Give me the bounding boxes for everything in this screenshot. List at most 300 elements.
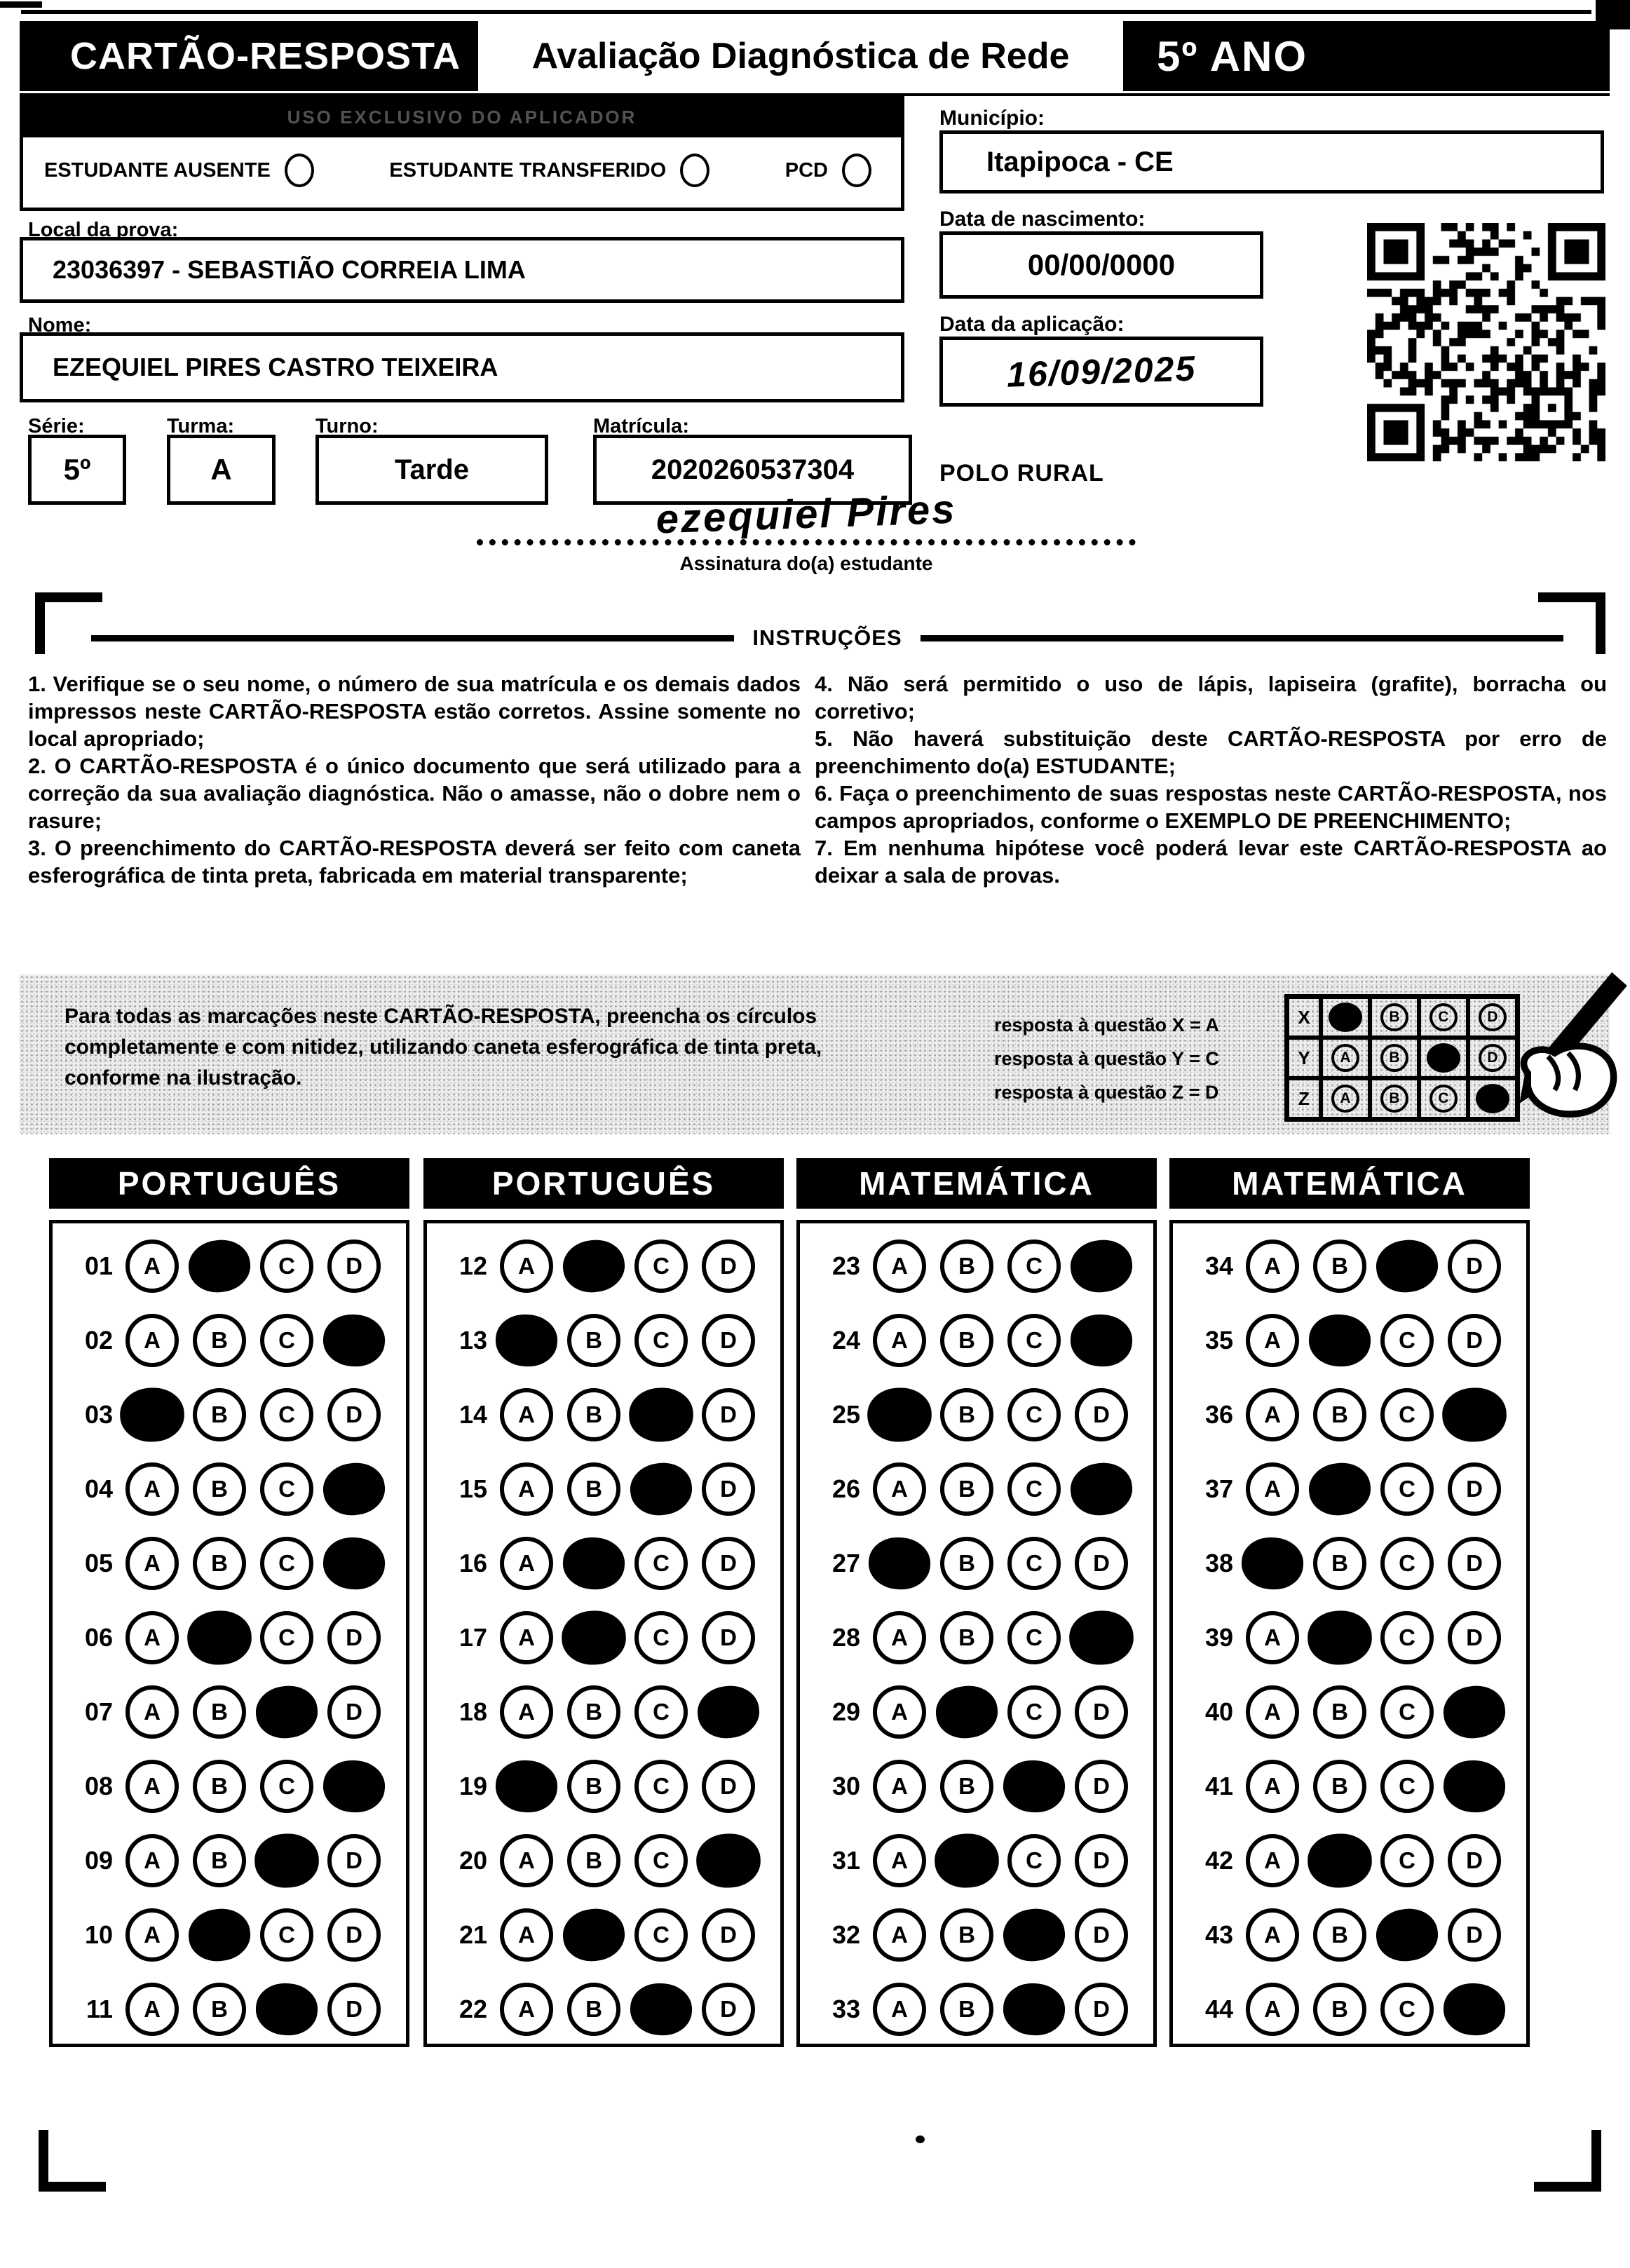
question-number: 09 bbox=[84, 1846, 113, 1875]
status-checkbox-label: ESTUDANTE TRANSFERIDO bbox=[389, 158, 667, 182]
answer-slot bbox=[320, 1315, 388, 1366]
answer-slot bbox=[118, 1834, 186, 1887]
answer-slot bbox=[627, 1834, 695, 1887]
answer-slot bbox=[186, 1537, 253, 1590]
example-bubble: B bbox=[1380, 1085, 1408, 1113]
question-row bbox=[800, 1824, 1153, 1898]
applicator-box bbox=[20, 93, 904, 211]
question-row bbox=[1173, 1303, 1526, 1378]
answer-bubble: D bbox=[702, 1611, 755, 1664]
instructions-title-row bbox=[42, 625, 1591, 651]
example-bubble: D bbox=[1479, 1003, 1507, 1031]
answer-slot bbox=[493, 1685, 560, 1739]
qr-code-icon bbox=[1367, 223, 1605, 461]
question-row bbox=[53, 1526, 406, 1601]
answer-slot bbox=[866, 1462, 933, 1516]
answer-bubble: A bbox=[1246, 1388, 1299, 1441]
answer-bubble: C bbox=[1380, 1760, 1434, 1813]
answer-bubble: B bbox=[567, 1983, 620, 2036]
answer-bubble: D bbox=[1075, 1834, 1128, 1887]
answer-bubble: C bbox=[1007, 1240, 1061, 1293]
answer-bubble: C bbox=[1007, 1537, 1061, 1590]
answer-bubble-filled bbox=[560, 1237, 627, 1296]
answer-bubble-filled bbox=[119, 1387, 185, 1443]
answer-bubble: D bbox=[1448, 1314, 1501, 1367]
answer-bubble-filled bbox=[561, 1610, 627, 1666]
answer-column bbox=[49, 1220, 409, 2047]
answer-slot bbox=[253, 1537, 320, 1590]
answer-slot bbox=[1441, 1537, 1508, 1590]
question-number: 28 bbox=[831, 1623, 860, 1652]
question-number: 41 bbox=[1204, 1772, 1233, 1800]
answer-bubble: B bbox=[940, 1240, 993, 1293]
answer-bubble: A bbox=[125, 1983, 179, 2036]
answer-slot bbox=[560, 1462, 627, 1516]
divider bbox=[921, 635, 1563, 641]
answer-bubble-filled bbox=[560, 1906, 627, 1964]
answer-bubble: D bbox=[702, 1462, 755, 1516]
answer-bubble: B bbox=[193, 1760, 246, 1813]
answer-bubble: B bbox=[567, 1760, 620, 1813]
answer-slot bbox=[866, 1760, 933, 1813]
aplicacao-handwritten-value: 16/09/2025 bbox=[1005, 348, 1197, 395]
answer-slot bbox=[560, 1760, 627, 1813]
question-number: 02 bbox=[84, 1326, 113, 1354]
answer-slot bbox=[1306, 1685, 1373, 1739]
answer-slot bbox=[253, 1388, 320, 1441]
answer-slot bbox=[186, 1388, 253, 1441]
grade-label: 5º ANO bbox=[1157, 32, 1308, 80]
answer-bubble: D bbox=[327, 1611, 381, 1664]
answer-bubble-filled bbox=[1000, 1906, 1068, 1964]
answer-bubble-filled bbox=[695, 1683, 762, 1741]
answer-slot bbox=[320, 1611, 388, 1664]
answer-bubble: D bbox=[1075, 1685, 1128, 1739]
answer-bubble-filled bbox=[494, 1758, 559, 1814]
answer-slot bbox=[1306, 1760, 1373, 1813]
answer-slot bbox=[320, 1537, 388, 1589]
question-number: 36 bbox=[1204, 1400, 1233, 1429]
example-text: Para todas as marcações neste CARTÃO-RESPOSTA, preencha os círculos completamente e com nitidez, utilizando caneta esferográfica de tinta preta, conforme na ilustração. bbox=[64, 1005, 822, 1089]
matricula-label: Matrícula: bbox=[593, 415, 689, 437]
answer-slot bbox=[253, 1908, 320, 1962]
question-number: 08 bbox=[84, 1772, 113, 1800]
status-checkbox-circle bbox=[842, 154, 871, 187]
answer-bubble: A bbox=[1246, 1908, 1299, 1962]
answer-column bbox=[1169, 1220, 1530, 2047]
question-number: 38 bbox=[1204, 1549, 1233, 1577]
question-number: 43 bbox=[1204, 1920, 1233, 1949]
answer-slot bbox=[493, 1240, 560, 1293]
answer-slot bbox=[1306, 1983, 1373, 2036]
answer-bubble: A bbox=[873, 1314, 926, 1367]
checkbox-row bbox=[23, 137, 901, 203]
answer-slot bbox=[1239, 1537, 1306, 1589]
answer-slot bbox=[933, 1983, 1000, 2036]
answer-slot bbox=[933, 1760, 1000, 1813]
answer-bubble-filled bbox=[1068, 1460, 1135, 1519]
exclusive-use-bar bbox=[23, 97, 901, 137]
answer-bubble: B bbox=[193, 1314, 246, 1367]
answer-slot bbox=[1000, 1462, 1068, 1516]
question-number: 26 bbox=[831, 1474, 860, 1503]
answer-slot bbox=[1441, 1462, 1508, 1516]
question-number: 37 bbox=[1204, 1474, 1233, 1503]
answer-slot bbox=[1068, 1463, 1135, 1515]
answer-slot bbox=[118, 1611, 186, 1664]
instruction-item: 6. Faça o preenchimento de suas respostas neste CARTÃO-RESPOSTA, nos campos apropriados, conforme o EXEMPLO DE PREENCHIMENTO; bbox=[815, 781, 1607, 833]
answer-slot bbox=[1239, 1983, 1306, 2036]
answer-slot bbox=[186, 1240, 253, 1292]
answer-slot bbox=[1373, 1537, 1441, 1590]
answer-bubble: D bbox=[702, 1760, 755, 1813]
answer-slot bbox=[933, 1908, 1000, 1962]
answer-slot bbox=[1068, 1685, 1135, 1739]
answer-bubble: D bbox=[702, 1240, 755, 1293]
answer-bubble-filled bbox=[1002, 1758, 1067, 1814]
answer-bubble: C bbox=[1380, 1834, 1434, 1887]
serie-value: 5º bbox=[63, 453, 91, 486]
answer-slot bbox=[1000, 1834, 1068, 1887]
question-row bbox=[53, 1898, 406, 1972]
answer-bubble-filled bbox=[253, 1683, 320, 1741]
example-bubble: D bbox=[1479, 1044, 1507, 1072]
answer-slot bbox=[320, 1908, 388, 1962]
example-grid-cell bbox=[1321, 997, 1370, 1038]
answer-bubble: A bbox=[873, 1760, 926, 1813]
question-row bbox=[53, 1303, 406, 1378]
answer-bubble: D bbox=[1448, 1908, 1501, 1962]
answer-bubble: A bbox=[500, 1240, 553, 1293]
question-number: 10 bbox=[84, 1920, 113, 1949]
polo-label: POLO RURAL bbox=[939, 460, 1104, 487]
answer-slot bbox=[1239, 1462, 1306, 1516]
answer-bubble: A bbox=[125, 1760, 179, 1813]
question-number: 20 bbox=[459, 1846, 487, 1875]
answer-bubble: B bbox=[940, 1462, 993, 1516]
answer-bubble: C bbox=[260, 1388, 313, 1441]
question-row bbox=[53, 1972, 406, 2046]
instructions-title: INSTRUÇÕES bbox=[752, 625, 902, 650]
question-number: 16 bbox=[459, 1549, 487, 1577]
answer-slot bbox=[933, 1240, 1000, 1293]
answer-slot bbox=[253, 1314, 320, 1367]
question-row bbox=[53, 1749, 406, 1824]
question-row bbox=[53, 1824, 406, 1898]
answer-bubble: A bbox=[1246, 1462, 1299, 1516]
answer-bubble: A bbox=[500, 1685, 553, 1739]
answer-slot bbox=[695, 1537, 762, 1590]
status-checkbox-item bbox=[785, 154, 871, 187]
question-row bbox=[427, 1675, 780, 1749]
answer-slot bbox=[1306, 1908, 1373, 1962]
answer-slot bbox=[1000, 1685, 1068, 1739]
answer-slot bbox=[560, 1685, 627, 1739]
answer-slot bbox=[253, 1240, 320, 1293]
answer-slot bbox=[320, 1834, 388, 1887]
answer-bubble: D bbox=[1448, 1834, 1501, 1887]
question-number: 24 bbox=[831, 1326, 860, 1354]
aplicacao-label: Data da aplicação: bbox=[939, 313, 1125, 336]
answer-slot bbox=[933, 1388, 1000, 1441]
answer-bubble: D bbox=[1075, 1388, 1128, 1441]
answer-slot bbox=[560, 1314, 627, 1367]
answer-bubble: A bbox=[125, 1834, 179, 1887]
question-number: 12 bbox=[459, 1251, 487, 1280]
question-number: 04 bbox=[84, 1474, 113, 1503]
example-grid-cell bbox=[1370, 1078, 1419, 1119]
example-bubble: B bbox=[1380, 1044, 1408, 1072]
answer-bubble: D bbox=[1075, 1760, 1128, 1813]
example-bubble: B bbox=[1380, 1003, 1408, 1031]
question-row bbox=[800, 1303, 1153, 1378]
answer-slot bbox=[1068, 1760, 1135, 1813]
question-row bbox=[1173, 1452, 1526, 1526]
answer-slot bbox=[1441, 1389, 1508, 1441]
answer-slot bbox=[933, 1835, 1000, 1887]
status-checkbox-circle bbox=[285, 154, 314, 187]
corner-mark bbox=[39, 2130, 106, 2192]
example-row-letter: X bbox=[1298, 1006, 1310, 1028]
answer-slot bbox=[186, 1685, 253, 1739]
question-row bbox=[427, 1824, 780, 1898]
answer-bubble-filled bbox=[322, 1758, 387, 1814]
answer-bubble-filled bbox=[1307, 1610, 1373, 1666]
question-row bbox=[53, 1675, 406, 1749]
turma-label: Turma: bbox=[167, 415, 235, 437]
question-row bbox=[800, 1229, 1153, 1303]
question-row bbox=[1173, 1229, 1526, 1303]
answer-slot bbox=[493, 1315, 560, 1366]
answer-slot bbox=[493, 1537, 560, 1590]
example-grid-cell bbox=[1419, 1038, 1468, 1078]
question-row bbox=[800, 1898, 1153, 1972]
answer-bubble: D bbox=[1448, 1240, 1501, 1293]
answer-slot bbox=[186, 1760, 253, 1813]
answer-slot bbox=[118, 1983, 186, 2036]
answer-bubble: A bbox=[500, 1908, 553, 1962]
answer-bubble: A bbox=[1246, 1611, 1299, 1664]
answer-slot bbox=[320, 1983, 388, 2036]
answer-slot bbox=[695, 1388, 762, 1441]
example-bubble: A bbox=[1331, 1085, 1359, 1113]
question-number: 23 bbox=[831, 1251, 860, 1280]
answer-slot bbox=[1441, 1686, 1508, 1738]
answer-bubble-filled bbox=[933, 1683, 1000, 1741]
answer-bubble: A bbox=[1246, 1760, 1299, 1813]
local-value: 23036397 - SEBASTIÃO CORREIA LIMA bbox=[53, 255, 526, 284]
answer-bubble: C bbox=[634, 1685, 688, 1739]
answer-bubble: D bbox=[327, 1983, 381, 2036]
municipio-field bbox=[939, 130, 1604, 193]
answer-bubble: A bbox=[125, 1240, 179, 1293]
answer-slot bbox=[866, 1314, 933, 1367]
answer-bubble: C bbox=[634, 1834, 688, 1887]
answer-slot bbox=[1306, 1537, 1373, 1590]
question-row bbox=[427, 1749, 780, 1824]
answer-bubble-filled bbox=[186, 1906, 253, 1964]
answer-bubble-filled bbox=[867, 1535, 932, 1591]
answer-bubble: B bbox=[193, 1537, 246, 1590]
answer-slot bbox=[627, 1463, 695, 1515]
serie-label: Série: bbox=[28, 415, 85, 437]
answer-bubble: B bbox=[940, 1611, 993, 1664]
question-number: 25 bbox=[831, 1400, 860, 1429]
answer-slot bbox=[320, 1760, 388, 1812]
answer-bubble: C bbox=[1380, 1685, 1434, 1739]
local-label: Local da prova: bbox=[28, 219, 179, 241]
answer-bubble-filled bbox=[1068, 1610, 1134, 1666]
municipio-value: Itapipoca - CE bbox=[986, 146, 1174, 177]
answer-slot bbox=[560, 1909, 627, 1961]
answer-bubble: C bbox=[260, 1314, 313, 1367]
answer-slot bbox=[1000, 1760, 1068, 1812]
answer-slot bbox=[560, 1537, 627, 1589]
answer-bubble-filled bbox=[254, 1833, 320, 1889]
exclusive-use-text: USO EXCLUSIVO DO APLICADOR bbox=[287, 106, 637, 128]
answer-bubble: D bbox=[702, 1537, 755, 1590]
answer-slot bbox=[493, 1462, 560, 1516]
answer-bubble-filled bbox=[1307, 1833, 1373, 1889]
answer-bubble: A bbox=[500, 1834, 553, 1887]
answer-slot bbox=[560, 1983, 627, 2036]
answer-slot bbox=[1239, 1834, 1306, 1887]
answer-bubble: C bbox=[260, 1908, 313, 1962]
answer-slot bbox=[866, 1611, 933, 1664]
scan-artifact bbox=[916, 2135, 925, 2143]
answer-slot bbox=[1373, 1611, 1441, 1664]
answer-bubble: B bbox=[940, 1537, 993, 1590]
answer-bubble-filled bbox=[254, 1981, 320, 2037]
answer-slot bbox=[1239, 1388, 1306, 1441]
local-field bbox=[20, 237, 904, 303]
answer-slot bbox=[118, 1685, 186, 1739]
answer-slot bbox=[1441, 1834, 1508, 1887]
answer-bubble-filled bbox=[1441, 1683, 1508, 1741]
nome-label: Nome: bbox=[28, 314, 92, 337]
question-number: 30 bbox=[831, 1772, 860, 1800]
answer-bubble-filled bbox=[320, 1460, 388, 1519]
answer-bubble-filled bbox=[1442, 1981, 1507, 2037]
answer-slot bbox=[186, 1909, 253, 1961]
answer-slot bbox=[560, 1240, 627, 1292]
example-legend bbox=[994, 1008, 1219, 1109]
answer-bubble: A bbox=[873, 1462, 926, 1516]
answer-slot bbox=[695, 1908, 762, 1962]
answer-bubble: D bbox=[1075, 1908, 1128, 1962]
answer-slot bbox=[560, 1388, 627, 1441]
hand-pen-illustration bbox=[1464, 969, 1630, 1137]
example-grid-cell bbox=[1321, 1038, 1370, 1078]
question-number: 01 bbox=[84, 1251, 113, 1280]
answer-bubble: A bbox=[1246, 1685, 1299, 1739]
answer-slot bbox=[866, 1389, 933, 1441]
answer-slot bbox=[186, 1983, 253, 2036]
example-grid-cell bbox=[1419, 997, 1468, 1038]
instructions-right-column bbox=[815, 670, 1607, 889]
answer-slot bbox=[1306, 1388, 1373, 1441]
answer-bubble: A bbox=[873, 1908, 926, 1962]
answer-bubble-filled bbox=[562, 1535, 627, 1591]
answer-slot bbox=[627, 1685, 695, 1739]
serie-field bbox=[28, 435, 126, 505]
example-grid-row-label bbox=[1287, 997, 1321, 1038]
answer-bubble: D bbox=[327, 1834, 381, 1887]
answer-slot bbox=[320, 1685, 388, 1739]
answer-slot bbox=[1441, 1983, 1508, 2035]
answer-bubble-filled bbox=[627, 1460, 695, 1519]
answer-bubble: D bbox=[702, 1388, 755, 1441]
question-number: 13 bbox=[459, 1326, 487, 1354]
question-number: 35 bbox=[1204, 1326, 1233, 1354]
answer-slot bbox=[1373, 1834, 1441, 1887]
answer-slot bbox=[866, 1685, 933, 1739]
answer-slot bbox=[933, 1611, 1000, 1664]
example-row-letter: Y bbox=[1298, 1047, 1310, 1068]
question-row bbox=[53, 1378, 406, 1452]
answer-bubble: B bbox=[567, 1462, 620, 1516]
answer-slot bbox=[1239, 1611, 1306, 1664]
question-row bbox=[1173, 1824, 1526, 1898]
answer-bubble: D bbox=[702, 1314, 755, 1367]
answer-bubble: B bbox=[567, 1834, 620, 1887]
nascimento-label: Data de nascimento: bbox=[939, 208, 1146, 231]
question-row bbox=[427, 1378, 780, 1452]
turno-label: Turno: bbox=[315, 415, 379, 437]
answer-slot bbox=[1306, 1463, 1373, 1515]
answer-bubble-filled bbox=[1069, 1312, 1134, 1369]
answer-bubble: C bbox=[1007, 1834, 1061, 1887]
answer-bubble-filled bbox=[1373, 1237, 1441, 1296]
question-number: 34 bbox=[1204, 1251, 1233, 1280]
answer-slot bbox=[118, 1462, 186, 1516]
nome-field bbox=[20, 332, 904, 402]
answer-bubble: A bbox=[1246, 1834, 1299, 1887]
example-grid-cell bbox=[1370, 997, 1419, 1038]
answer-bubble: A bbox=[873, 1685, 926, 1739]
answer-bubble-filled bbox=[1373, 1906, 1441, 1964]
answer-slot bbox=[1068, 1612, 1135, 1664]
answer-bubble: C bbox=[1007, 1462, 1061, 1516]
answer-bubble-filled bbox=[186, 1237, 253, 1296]
answer-column-header: PORTUGUÊS bbox=[423, 1158, 784, 1209]
answer-slot bbox=[627, 1537, 695, 1590]
answer-slot bbox=[1239, 1314, 1306, 1367]
answer-bubble-filled bbox=[186, 1610, 252, 1666]
status-checkbox-label: ESTUDANTE AUSENTE bbox=[44, 158, 271, 182]
question-number: 07 bbox=[84, 1697, 113, 1726]
nascimento-value: 00/00/0000 bbox=[1027, 248, 1176, 281]
answer-bubble: B bbox=[193, 1834, 246, 1887]
answer-bubble: B bbox=[1313, 1240, 1366, 1293]
answer-slot bbox=[1306, 1612, 1373, 1664]
answer-slot bbox=[493, 1760, 560, 1812]
question-row bbox=[427, 1303, 780, 1378]
answer-slot bbox=[866, 1240, 933, 1293]
answer-bubble: D bbox=[327, 1908, 381, 1962]
answer-slot bbox=[320, 1240, 388, 1293]
answer-column-header: MATEMÁTICA bbox=[1169, 1158, 1530, 1209]
answer-slot bbox=[493, 1834, 560, 1887]
question-number: 19 bbox=[459, 1772, 487, 1800]
answer-slot bbox=[1373, 1240, 1441, 1292]
answer-column bbox=[423, 1220, 784, 2047]
status-checkbox-item bbox=[389, 154, 709, 187]
question-number: 17 bbox=[459, 1623, 487, 1652]
answer-slot bbox=[1000, 1240, 1068, 1293]
answer-bubble-filled bbox=[322, 1312, 387, 1369]
answer-slot bbox=[1373, 1388, 1441, 1441]
